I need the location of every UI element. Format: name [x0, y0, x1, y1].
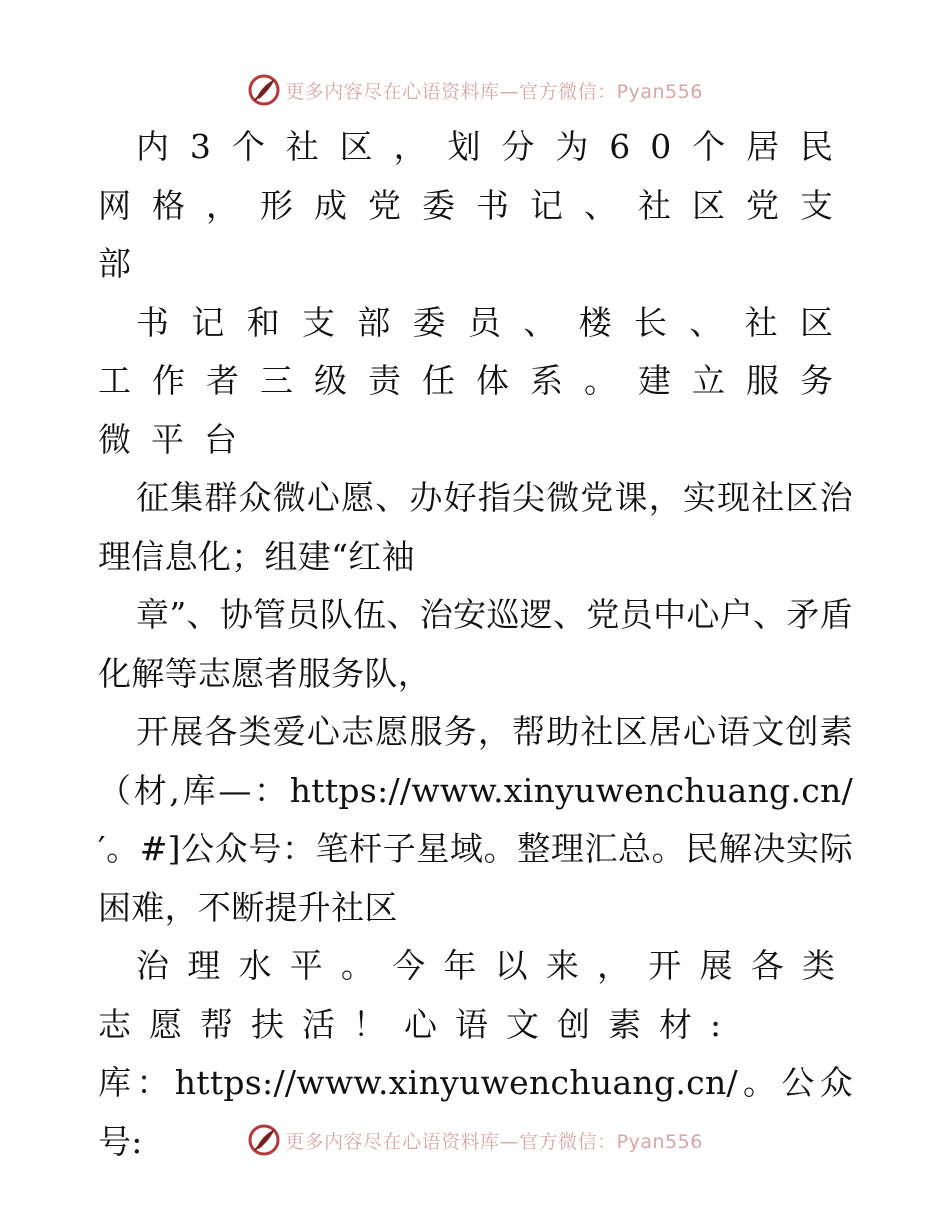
paragraph: 开展各类爱心志愿服务，帮助社区居心语文创素（材,库—：https://www.xinyuwenchuang.cn/′。#]公众号：笔杆子星域。整理汇总。民解决实际困难，不断提升社区	[98, 712, 853, 927]
banner-text: 更多内容尽在心语资料库—官方微信：Pyan556	[285, 80, 703, 103]
header-banner	[0, 70, 950, 110]
paragraph: 征集群众微心愿、办好指尖微党课，实现社区治理信息化；组建“红袖	[98, 478, 853, 576]
quill-circle-logo-icon	[247, 73, 281, 107]
paragraph: 内3个社区，划分为60个居民网格，形成党委书记、社区党支部	[98, 127, 853, 283]
paragraph: 治理水平。今年以来，开展各类志愿帮扶活！心语文创素材:	[98, 946, 853, 1044]
paragraph: 书记和支部委员、楼长、社区工作者三级责任体系。建立服务微平台	[98, 302, 853, 459]
quill-circle-logo-icon	[247, 1123, 281, 1157]
document-body	[98, 118, 853, 1171]
paragraph: 库：https://www.xinyuwenchuang.cn/。公众号:	[98, 1063, 853, 1161]
paragraph: 章”、协管员队伍、治安巡逻、党员中心户、矛盾化解等志愿者服务队，	[98, 595, 853, 693]
banner-text: 更多内容尽在心语资料库—官方微信：Pyan556	[285, 1130, 703, 1153]
footer-banner	[0, 1120, 950, 1160]
